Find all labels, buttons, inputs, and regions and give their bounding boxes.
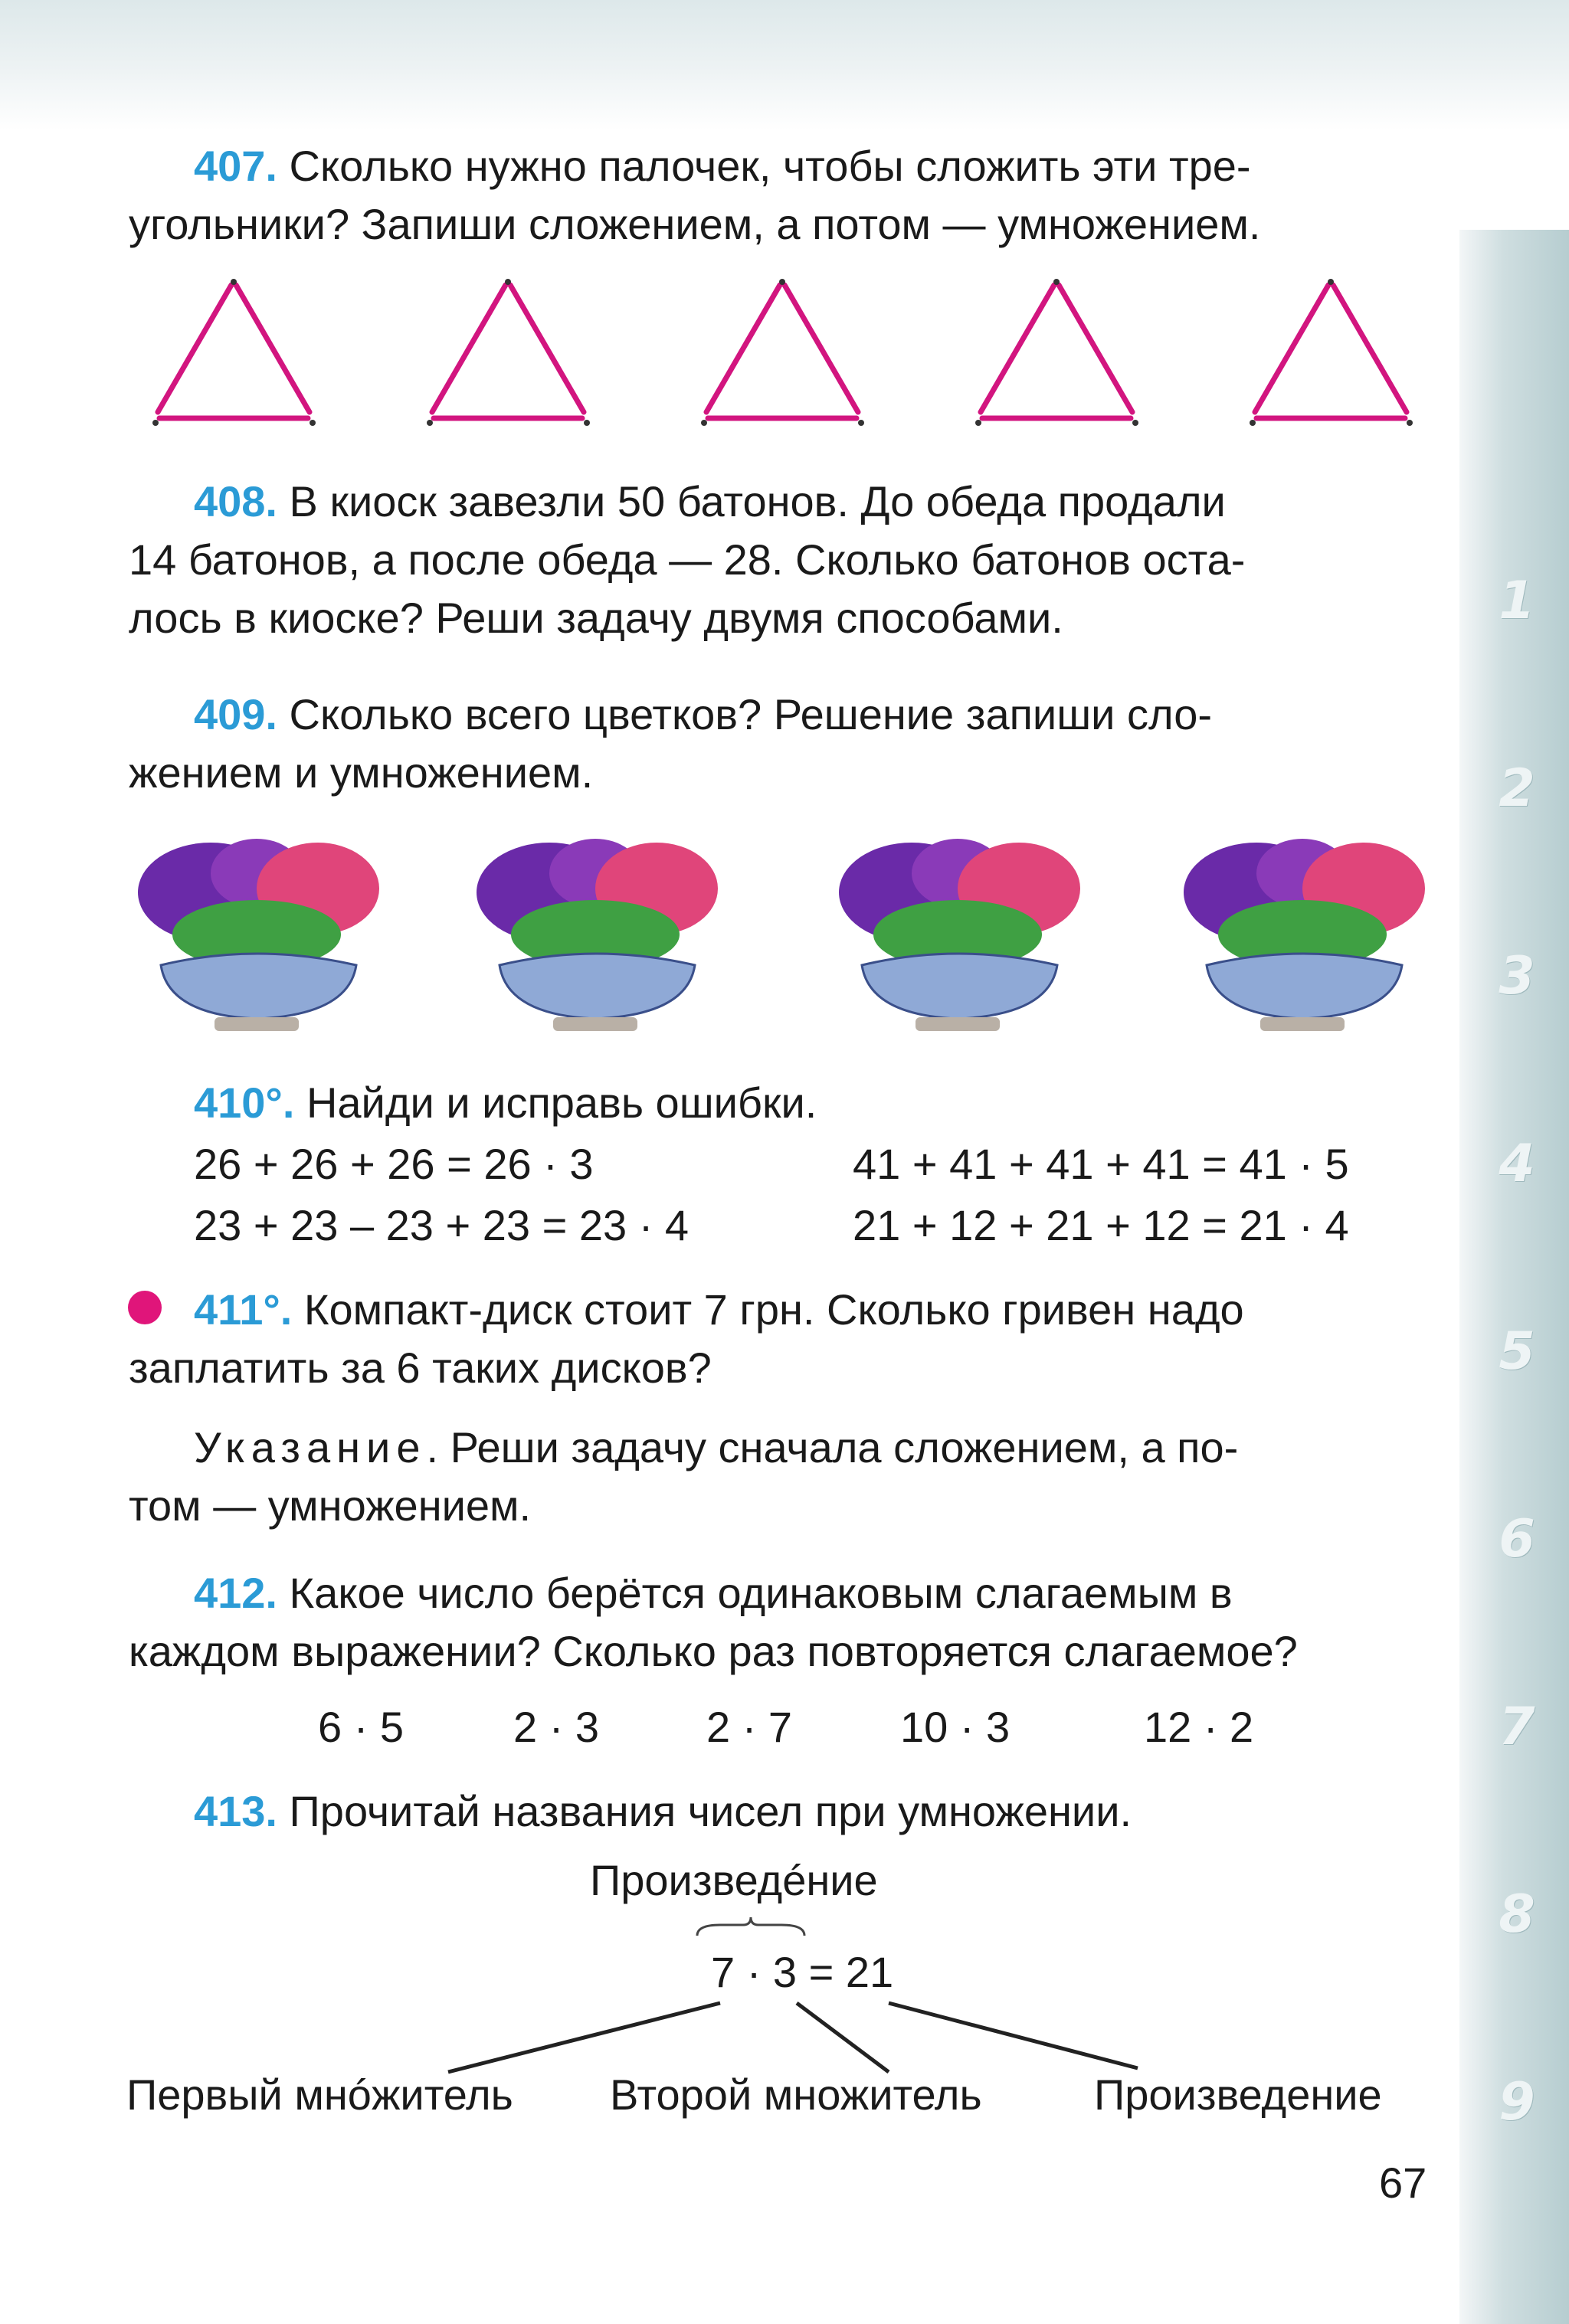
brace [674, 1911, 827, 1942]
ex412-line2: каждом выражении? Сколько раз повторяется слагаемое? [129, 1627, 1298, 1675]
triangle-2 [420, 276, 596, 437]
ex411-line1: 411°. Компакт-диск стоит 7 грн. Сколько гривен надо [194, 1285, 1244, 1334]
ex413-equation: 7 · 3 = 21 [711, 1948, 894, 1996]
side-tab-3: 3 [1499, 946, 1535, 1007]
side-tab-5: 5 [1499, 1321, 1535, 1382]
side-tab-2: 2 [1499, 758, 1535, 819]
ex412-expression-4: 10 · 3 [900, 1703, 1011, 1751]
ex409-line2: жением и умножением. [129, 748, 594, 797]
triangle-3 [694, 276, 870, 437]
ex411-number: 411°. [194, 1285, 293, 1334]
ex412-expression-2: 2 · 3 [513, 1703, 600, 1751]
triangle-5 [1243, 276, 1419, 437]
ex413-line1: 413. Прочитай названия чисел при умножении. [194, 1787, 1132, 1835]
ex411-hint-word: Указание [194, 1423, 427, 1471]
ex407-line2: угольники? Запиши сложением, а потом — умножением. [129, 200, 1261, 248]
ex412-line1: 412. Какое число берётся одинаковым слагаемым в [194, 1569, 1233, 1617]
ex408-line3: лось в киоске? Реши задачу двумя способами. [129, 594, 1063, 642]
label-second-factor: Второй множитель [610, 2070, 982, 2119]
ex410-equation-4: 21 + 12 + 21 + 12 = 21 · 4 [853, 1201, 1349, 1249]
ex407-line1: 407. Сколько нужно палочек, чтобы сложить эти тре- [194, 142, 1251, 190]
side-tab-strip [1459, 230, 1569, 2324]
flower-pot-1 [126, 827, 387, 1042]
ex412-expression-3: 2 · 7 [706, 1703, 793, 1751]
ex412-expression-5: 12 · 2 [1144, 1703, 1254, 1751]
ex410-title-line: 410°. Найди и исправь ошибки. [194, 1079, 817, 1127]
ex412-number: 412. [194, 1569, 277, 1617]
ex411-line2: заплатить за 6 таких дисков? [129, 1344, 712, 1392]
page-number: 67 [1379, 2159, 1427, 2207]
side-tab-6: 6 [1499, 1509, 1535, 1570]
side-tab-7: 7 [1499, 1697, 1535, 1757]
triangle-4 [968, 276, 1145, 437]
ex413-number: 413. [194, 1787, 277, 1835]
side-tab-9: 9 [1499, 2072, 1535, 2133]
side-tab-1: 1 [1499, 571, 1535, 631]
ex412-expression-1: 6 · 5 [318, 1703, 405, 1751]
ex413-top-label: Произведéние [590, 1856, 878, 1904]
marker-dot [128, 1291, 162, 1324]
top-band [0, 0, 1569, 130]
ex407-number: 407. [194, 142, 277, 190]
ex409-line1: 409. Сколько всего цветков? Решение запиши сло- [194, 690, 1213, 738]
label-product: Произведение [1094, 2070, 1382, 2119]
ex410-equation-3: 23 + 23 – 23 + 23 = 23 · 4 [194, 1201, 690, 1249]
label-first-factor: Первый мнóжитель [126, 2070, 513, 2119]
ex408-line1: 408. В киоск завезли 50 батонов. До обеда продали [194, 477, 1226, 525]
flower-pot-4 [1172, 827, 1433, 1042]
ex411-hint-line2: том — умножением. [129, 1481, 532, 1530]
ex410-equation-2: 41 + 41 + 41 + 41 = 41 · 5 [853, 1140, 1349, 1188]
ex410-equation-1: 26 + 26 + 26 = 26 · 3 [194, 1140, 594, 1188]
ex409-number: 409. [194, 690, 277, 738]
ex410-number: 410°. [194, 1079, 295, 1127]
connector-lines [429, 1995, 1157, 2080]
side-tab-4: 4 [1499, 1134, 1535, 1194]
triangle-1 [146, 276, 322, 437]
flower-pot-2 [465, 827, 726, 1042]
ex411-hint-line1: Указание. Реши задачу сначала сложением, а по- [194, 1423, 1239, 1471]
ex408-number: 408. [194, 477, 277, 525]
ex408-line2: 14 батонов, а после обеда — 28. Сколько батонов оста- [129, 535, 1246, 584]
flower-pot-3 [827, 827, 1088, 1042]
side-tab-8: 8 [1499, 1884, 1535, 1945]
